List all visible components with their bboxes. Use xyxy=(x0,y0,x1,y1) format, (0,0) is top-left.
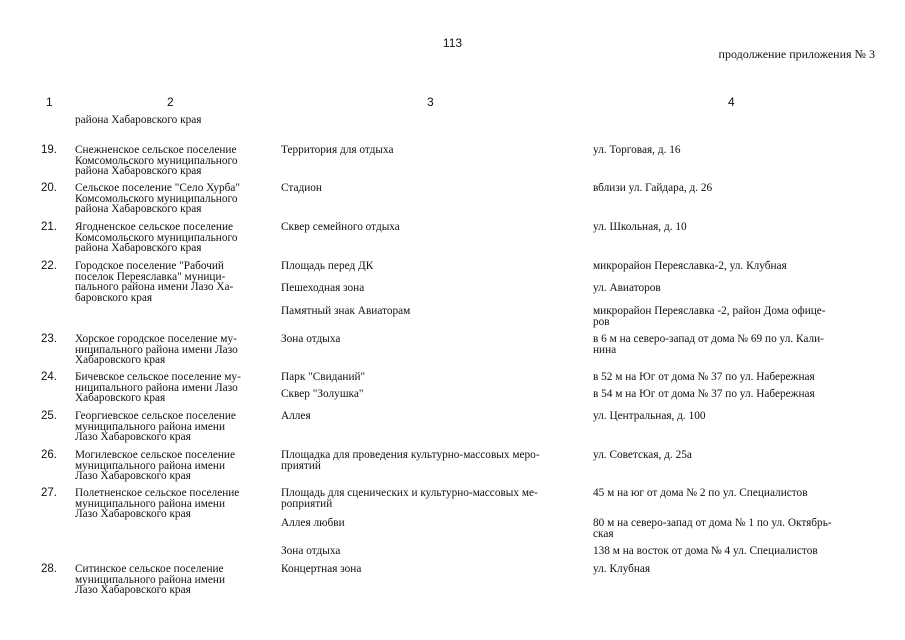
settlement-name: Ягодненское сельское поселение Комсомольского муниципального района Хабаровского края xyxy=(75,221,238,254)
column-header-3: 3 xyxy=(427,95,434,109)
settlement-name: Хорское городское поселение му- ниципального района имени Лазо Хабаровского края xyxy=(75,333,238,366)
column-header-2: 2 xyxy=(167,95,174,109)
settlement-name: Полетненское сельское поселение муниципального района имени Лазо Хабаровского края xyxy=(75,487,240,520)
settlement-name: Георгиевское сельское поселение муниципального района имени Лазо Хабаровского края xyxy=(75,410,236,443)
object-address: в 52 м на Юг от дома № 37 по ул. Набережная xyxy=(593,371,815,383)
row-number: 28. xyxy=(41,563,57,575)
row-number: 20. xyxy=(41,182,57,194)
settlement-name: Сельское поселение "Село Хурба" Комсомольского муниципального района Хабаровского края xyxy=(75,182,240,215)
object-name: Площадь перед ДК xyxy=(281,260,374,272)
object-name: Площадь для сценических и культурно-массовых ме- роприятий xyxy=(281,487,538,510)
object-name: Аллея любви xyxy=(281,517,345,529)
object-name: Концертная зона xyxy=(281,563,362,575)
row-number: 21. xyxy=(41,221,57,233)
object-name: Зона отдыха xyxy=(281,333,341,345)
page-number: 113 xyxy=(442,36,463,50)
object-address: ул. Торговая, д. 16 xyxy=(593,144,681,156)
object-name: Аллея xyxy=(281,410,311,422)
object-address: в 6 м на северо-запад от дома № 69 по ул. Кали- нина xyxy=(593,333,824,356)
object-name: Стадион xyxy=(281,182,322,194)
row-number: 25. xyxy=(41,410,57,422)
object-name: Сквер семейного отдыха xyxy=(281,221,400,233)
row-number: 22. xyxy=(41,260,57,272)
row-number: 26. xyxy=(41,449,57,461)
object-name: Сквер "Золушка" xyxy=(281,388,364,400)
object-address: вблизи ул. Гайдара, д. 26 xyxy=(593,182,713,194)
settlement-name: Могилевское сельское поселение муниципального района имени Лазо Хабаровского края xyxy=(75,449,235,482)
object-address: ул. Клубная xyxy=(593,563,651,575)
object-address: ул. Школьная, д. 10 xyxy=(593,221,687,233)
object-name: Территория для отдыха xyxy=(281,144,394,156)
object-address: микрорайон Переяславка -2, район Дома офице- ров xyxy=(593,305,826,328)
object-address: 45 м на юг от дома № 2 по ул. Специалистов xyxy=(593,487,808,499)
row-number: 24. xyxy=(41,371,57,383)
settlement-name: Ситинское сельское поселение муниципального района имени Лазо Хабаровского края xyxy=(75,563,225,596)
object-name: Памятный знак Авиаторам xyxy=(281,305,411,317)
object-address: ул. Советская, д. 25а xyxy=(593,449,692,461)
row-number: 27. xyxy=(41,487,57,499)
column-header-4: 4 xyxy=(728,95,735,109)
object-name: Зона отдыха xyxy=(281,545,341,557)
object-address: микрорайон Переяславка-2, ул. Клубная xyxy=(593,260,787,272)
column-header-1: 1 xyxy=(46,95,53,109)
settlement-name: Снежненское сельское поселение Комсомольского муниципального района Хабаровского края xyxy=(75,144,238,177)
settlement-name: Городское поселение "Рабочий поселок Переяславка" муници- пального района имени Лазо Ха- баровского края xyxy=(75,260,234,304)
row-number: 19. xyxy=(41,144,57,156)
object-name: Парк "Свиданий" xyxy=(281,371,366,383)
object-address: в 54 м на Юг от дома № 37 по ул. Набережная xyxy=(593,388,815,400)
object-address: 80 м на северо-запад от дома № 1 по ул. Октябрь- ская xyxy=(593,517,832,540)
row-number: 23. xyxy=(41,333,57,345)
settlement-name: Бичевское сельское поселение му- ниципального района имени Лазо Хабаровского края xyxy=(75,371,241,404)
continuation-note: продолжение приложения № 3 xyxy=(718,47,875,61)
object-name: Пешеходная зона xyxy=(281,282,365,294)
object-address: 138 м на восток от дома № 4 ул. Специалистов xyxy=(593,545,818,557)
object-name: Площадка для проведения культурно-массовых меро- приятий xyxy=(281,449,540,472)
object-address: ул. Центральная, д. 100 xyxy=(593,410,706,422)
carryover-text: района Хабаровского края xyxy=(75,114,202,126)
object-address: ул. Авиаторов xyxy=(593,282,661,294)
